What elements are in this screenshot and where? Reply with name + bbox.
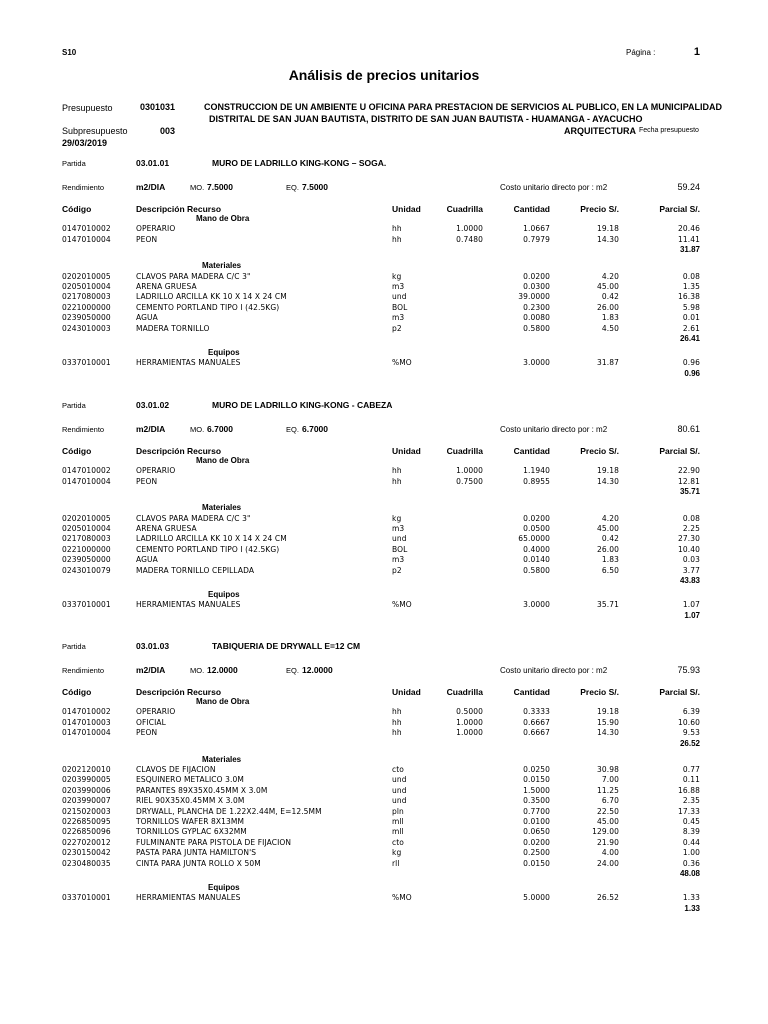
row-parcial: 5.98	[682, 302, 700, 312]
row-precio: 26.00	[597, 302, 619, 312]
row-descripcion: HERRAMIENTAS MANUALES	[136, 600, 241, 610]
subpresupuesto-name: ARQUITECTURA	[564, 126, 636, 136]
row-cantidad: 0.0080	[523, 313, 550, 323]
mo-value: 7.5000	[207, 182, 233, 192]
costo-value: 59.24	[677, 182, 700, 192]
partida-label: Partida	[62, 642, 86, 651]
row-parcial: 22.90	[678, 466, 700, 476]
row-codigo: 0337010001	[62, 600, 111, 610]
row-codigo: 0203990007	[62, 796, 111, 806]
row-descripcion: TORNILLOS GYPLAC 6X32MM	[136, 827, 247, 837]
row-codigo: 0202010005	[62, 271, 111, 281]
row-parcial: 20.46	[678, 224, 700, 234]
row-cantidad: 0.2300	[523, 302, 550, 312]
col-parcial: Parcial S/.	[659, 446, 700, 456]
col-unidad: Unidad	[392, 446, 421, 456]
row-codigo: 0243010003	[62, 323, 111, 333]
col-unidad: Unidad	[392, 687, 421, 697]
eq-value: 12.0000	[302, 665, 333, 675]
col-cantidad: Cantidad	[513, 446, 550, 456]
row-parcial: 16.88	[678, 785, 700, 795]
row-descripcion: HERRAMIENTAS MANUALES	[136, 893, 241, 903]
group-total: 26.52	[679, 738, 700, 748]
row-codigo: 0337010001	[62, 358, 111, 368]
row-cantidad: 0.0200	[523, 271, 550, 281]
partida-code: 03.01.02	[136, 400, 170, 410]
row-cantidad: 0.5800	[523, 565, 550, 575]
fecha-value: 29/03/2019	[62, 138, 108, 148]
row-unidad: rll	[392, 858, 400, 868]
row-precio: 45.00	[597, 524, 619, 533]
partida-name: MURO DE LADRILLO KING-KONG - CABEZA	[212, 400, 393, 410]
presupuesto-desc-line2: DISTRITAL DE SAN JUAN BAUTISTA, DISTRITO DE SAN JUAN BAUTISTA - HUAMANGA - AYACUCHO	[209, 114, 643, 124]
costo-label: Costo unitario directo por : m2	[500, 425, 608, 434]
mo-value: 12.0000	[207, 665, 238, 675]
row-parcial: 8.39	[682, 827, 700, 837]
row-codigo: 0147010003	[62, 717, 111, 727]
group-label: Materiales	[202, 754, 242, 764]
row-descripcion: MADERA TORNILLO CEPILLADA	[136, 565, 255, 575]
row-unidad: hh	[392, 234, 402, 244]
col-unidad: Unidad	[392, 204, 421, 214]
row-unidad: p2	[392, 323, 402, 333]
subpresupuesto-label: Subpresupuesto	[62, 126, 128, 136]
eq-value: 7.5000	[302, 182, 328, 192]
row-precio: 15.90	[597, 717, 619, 727]
row-unidad: m3	[392, 524, 405, 533]
eq-value: 6.7000	[302, 424, 328, 434]
row-parcial: 0.36	[682, 858, 700, 868]
row-precio: 4.20	[601, 271, 619, 281]
row-descripcion: CEMENTO PORTLAND TIPO I (42.5KG)	[136, 544, 280, 554]
row-descripcion: OPERARIO	[136, 707, 176, 717]
row-cantidad: 0.0300	[523, 282, 550, 291]
row-parcial: 1.00	[682, 848, 700, 858]
group-label: Mano de Obra	[196, 456, 250, 465]
col-descripcion: Descripción Recurso	[136, 446, 222, 456]
row-cantidad: 0.2500	[523, 848, 550, 858]
row-descripcion: CEMENTO PORTLAND TIPO I (42.5KG)	[136, 302, 280, 312]
page-title: Análisis de precios unitarios	[288, 67, 480, 83]
row-cantidad: 0.8955	[523, 476, 550, 486]
group-label: Equipos	[208, 348, 240, 357]
row-precio: 26.00	[597, 544, 619, 554]
subpresupuesto-code: 003	[160, 126, 176, 136]
row-precio: 19.18	[597, 707, 619, 717]
row-unidad: %MO	[392, 600, 412, 610]
partida-name: TABIQUERIA DE DRYWALL E=12 CM	[212, 641, 361, 651]
row-cantidad: 0.0150	[523, 858, 550, 868]
group-total: 48.08	[679, 869, 700, 878]
col-codigo: Código	[62, 446, 92, 456]
col-parcial: Parcial S/.	[659, 687, 700, 697]
group-total: 26.41	[679, 334, 700, 343]
row-parcial: 0.03	[682, 555, 700, 565]
group-label: Materiales	[202, 503, 242, 513]
row-codigo: 0221000000	[62, 544, 111, 554]
group-total: 31.87	[679, 245, 700, 255]
row-unidad: und	[392, 292, 407, 302]
row-codigo: 0217080003	[62, 292, 111, 302]
row-cuadrilla: 0.7480	[456, 234, 483, 244]
row-cantidad: 0.5800	[523, 323, 550, 333]
col-precio: Precio S/.	[580, 446, 619, 456]
row-parcial: 0.96	[682, 358, 700, 368]
row-descripcion: PEON	[136, 234, 158, 244]
group-label: Equipos	[208, 883, 240, 892]
row-descripcion: OPERARIO	[136, 224, 176, 234]
row-codigo: 0205010004	[62, 524, 111, 533]
row-cantidad: 0.0200	[523, 837, 550, 847]
row-cantidad: 0.3500	[523, 796, 550, 806]
row-parcial: 12.81	[678, 476, 700, 486]
row-unidad: mll	[392, 817, 404, 826]
mo-label: MO.	[190, 183, 205, 192]
row-cantidad: 0.0500	[523, 524, 550, 533]
row-descripcion: CINTA PARA JUNTA ROLLO X 50M	[136, 858, 261, 868]
row-unidad: p2	[392, 565, 402, 575]
row-descripcion: CLAVOS PARA MADERA C/C 3"	[136, 513, 251, 523]
row-codigo: 0239050000	[62, 555, 111, 565]
row-unidad: kg	[392, 513, 402, 523]
group-total: 0.96	[684, 368, 700, 378]
row-parcial: 0.44	[682, 837, 700, 847]
col-cuadrilla: Cuadrilla	[446, 204, 483, 214]
row-descripcion: OPERARIO	[136, 466, 176, 476]
row-parcial: 2.25	[682, 524, 700, 533]
partida-code: 03.01.01	[136, 158, 170, 168]
row-precio: 19.18	[597, 224, 619, 234]
row-precio: 19.18	[597, 466, 619, 476]
mo-label: MO.	[190, 425, 205, 434]
row-cantidad: 0.0250	[523, 765, 550, 774]
row-descripcion: TORNILLOS WAFER 8X13MM	[136, 817, 245, 826]
row-precio: 0.42	[601, 534, 619, 544]
row-descripcion: AGUA	[136, 555, 158, 565]
row-cantidad: 1.1940	[523, 466, 550, 476]
row-descripcion: LADRILLO ARCILLA KK 10 X 14 X 24 CM	[136, 292, 287, 302]
row-cuadrilla: 1.0000	[456, 224, 483, 234]
col-precio: Precio S/.	[580, 687, 619, 697]
row-descripcion: PEON	[136, 728, 158, 738]
rendimiento-unit: m2/DIA	[136, 665, 166, 675]
row-unidad: und	[392, 785, 407, 795]
row-precio: 14.30	[597, 728, 619, 738]
fecha-label: Fecha presupuesto	[639, 127, 699, 134]
row-codigo: 0147010004	[62, 728, 111, 738]
row-precio: 14.30	[597, 234, 619, 244]
row-unidad: cto	[392, 837, 404, 847]
row-codigo: 0337010001	[62, 893, 111, 903]
row-codigo: 0230150042	[62, 848, 111, 858]
row-cantidad: 0.6667	[523, 717, 550, 727]
group-total: 1.33	[684, 903, 700, 913]
row-parcial: 9.53	[682, 728, 700, 738]
row-codigo: 0227020012	[62, 837, 111, 847]
row-precio: 4.00	[601, 848, 619, 858]
row-precio: 1.83	[601, 313, 619, 323]
eq-label: EQ.	[286, 183, 299, 192]
row-codigo: 0226850096	[62, 827, 111, 837]
row-parcial: 11.41	[678, 234, 700, 244]
row-cantidad: 0.7700	[523, 806, 550, 816]
row-parcial: 0.11	[682, 775, 700, 785]
row-parcial: 6.39	[682, 707, 700, 717]
row-cantidad: 39.0000	[518, 292, 550, 302]
row-descripcion: PEON	[136, 476, 158, 486]
row-codigo: 0203990006	[62, 785, 111, 795]
row-codigo: 0147010004	[62, 234, 111, 244]
row-parcial: 16.38	[678, 292, 700, 302]
row-precio: 6.70	[601, 796, 619, 806]
row-descripcion: MADERA TORNILLO	[136, 323, 210, 333]
row-precio: 30.98	[597, 765, 619, 774]
row-cantidad: 3.0000	[523, 600, 550, 610]
row-precio: 11.25	[597, 785, 619, 795]
row-parcial: 0.08	[682, 271, 700, 281]
group-label: Materiales	[202, 261, 242, 271]
row-precio: 4.20	[601, 513, 619, 523]
row-unidad: und	[392, 534, 407, 544]
row-codigo: 0147010004	[62, 476, 111, 486]
row-precio: 26.52	[597, 893, 619, 903]
row-cantidad: 65.0000	[518, 534, 550, 544]
col-precio: Precio S/.	[580, 204, 619, 214]
row-descripcion: RIEL 90X35X0.45MM X 3.0M	[136, 796, 245, 806]
page-number: 1	[693, 46, 700, 58]
col-cantidad: Cantidad	[513, 204, 550, 214]
row-cantidad: 0.7979	[523, 234, 550, 244]
row-precio: 129.00	[592, 827, 619, 837]
eq-label: EQ.	[286, 666, 299, 675]
col-cuadrilla: Cuadrilla	[446, 446, 483, 456]
row-descripcion: PASTA PARA JUNTA HAMILTON'S	[136, 848, 257, 858]
system-label: S10	[62, 48, 77, 57]
costo-value: 80.61	[677, 424, 700, 434]
row-precio: 45.00	[597, 817, 619, 826]
row-precio: 14.30	[597, 476, 619, 486]
group-total: 35.71	[679, 487, 700, 497]
row-parcial: 10.40	[678, 544, 700, 554]
row-parcial: 10.60	[678, 717, 700, 727]
row-precio: 4.50	[601, 323, 619, 333]
row-precio: 22.50	[597, 806, 619, 816]
row-unidad: hh	[392, 466, 402, 476]
col-codigo: Código	[62, 204, 92, 214]
row-descripcion: ARENA GRUESA	[136, 282, 197, 291]
row-codigo: 0147010002	[62, 707, 111, 717]
row-cantidad: 0.0100	[523, 817, 550, 826]
row-codigo: 0243010079	[62, 565, 111, 575]
row-cantidad: 1.0667	[523, 224, 550, 234]
row-codigo: 0215020003	[62, 806, 111, 816]
row-unidad: hh	[392, 728, 402, 738]
row-descripcion: ARENA GRUESA	[136, 524, 197, 533]
row-cuadrilla: 0.7500	[456, 476, 483, 486]
row-codigo: 0202120010	[62, 765, 111, 774]
row-unidad: m3	[392, 313, 405, 323]
row-unidad: mll	[392, 827, 404, 837]
row-parcial: 2.35	[682, 796, 700, 806]
partida-label: Partida	[62, 159, 86, 168]
group-total: 43.83	[679, 576, 700, 585]
row-cantidad: 0.6667	[523, 728, 550, 738]
eq-label: EQ.	[286, 425, 299, 434]
row-unidad: BOL	[392, 544, 408, 554]
row-descripcion: AGUA	[136, 313, 158, 323]
row-cantidad: 3.0000	[523, 358, 550, 368]
row-precio: 24.00	[597, 858, 619, 868]
presupuesto-label: Presupuesto	[62, 103, 113, 113]
partida-label: Partida	[62, 401, 86, 410]
row-cantidad: 5.0000	[523, 893, 550, 903]
row-parcial: 0.08	[682, 513, 700, 523]
row-precio: 0.42	[601, 292, 619, 302]
row-unidad: und	[392, 775, 407, 785]
row-precio: 45.00	[597, 282, 619, 291]
row-descripcion: ESQUINERO METALICO 3.0M	[136, 775, 244, 785]
row-precio: 31.87	[597, 358, 619, 368]
mo-value: 6.7000	[207, 424, 233, 434]
row-unidad: BOL	[392, 302, 408, 312]
row-parcial: 17.33	[678, 806, 700, 816]
row-cantidad: 0.0200	[523, 513, 550, 523]
row-cuadrilla: 1.0000	[456, 728, 483, 738]
rendimiento-label: Rendimiento	[62, 425, 105, 434]
col-cuadrilla: Cuadrilla	[446, 687, 483, 697]
rendimiento-unit: m2/DIA	[136, 182, 166, 192]
row-precio: 35.71	[597, 600, 619, 610]
row-unidad: %MO	[392, 893, 412, 903]
row-parcial: 2.61	[682, 323, 700, 333]
row-precio: 7.00	[601, 775, 619, 785]
col-cantidad: Cantidad	[513, 687, 550, 697]
row-cuadrilla: 1.0000	[456, 717, 483, 727]
row-codigo: 0203990005	[62, 775, 111, 785]
row-codigo: 0230480035	[62, 858, 111, 868]
row-precio: 1.83	[601, 555, 619, 565]
row-cuadrilla: 0.5000	[456, 707, 483, 717]
row-unidad: kg	[392, 271, 402, 281]
row-parcial: 27.30	[678, 534, 700, 544]
rendimiento-unit: m2/DIA	[136, 424, 166, 434]
row-codigo: 0217080003	[62, 534, 111, 544]
row-unidad: kg	[392, 848, 402, 858]
row-precio: 21.90	[597, 837, 619, 847]
row-cuadrilla: 1.0000	[456, 466, 483, 476]
group-label: Equipos	[208, 590, 240, 599]
row-codigo: 0147010002	[62, 224, 111, 234]
row-parcial: 1.33	[682, 893, 700, 903]
row-cantidad: 0.4000	[523, 544, 550, 554]
row-parcial: 0.01	[682, 313, 700, 323]
rendimiento-label: Rendimiento	[62, 183, 105, 192]
row-unidad: m3	[392, 282, 405, 291]
col-descripcion: Descripción Recurso	[136, 687, 222, 697]
row-unidad: hh	[392, 707, 402, 717]
rendimiento-label: Rendimiento	[62, 666, 105, 675]
row-cantidad: 0.3333	[523, 707, 550, 717]
row-parcial: 1.07	[682, 600, 700, 610]
row-descripcion: CLAVOS PARA MADERA C/C 3"	[136, 271, 251, 281]
row-unidad: m3	[392, 555, 405, 565]
row-descripcion: OFICIAL	[136, 717, 166, 727]
group-total: 1.07	[684, 610, 700, 620]
row-descripcion: LADRILLO ARCILLA KK 10 X 14 X 24 CM	[136, 534, 287, 544]
row-codigo: 0226850095	[62, 817, 111, 826]
row-unidad: pln	[392, 806, 404, 816]
row-codigo: 0239050000	[62, 313, 111, 323]
presupuesto-code: 0301031	[140, 102, 176, 112]
row-descripcion: CLAVOS DE FIJACION	[136, 765, 216, 774]
row-descripcion: PARANTES 89X35X0.45MM X 3.0M	[136, 785, 268, 795]
row-unidad: %MO	[392, 358, 412, 368]
row-cantidad: 0.0140	[523, 555, 550, 565]
mo-label: MO.	[190, 666, 205, 675]
row-unidad: cto	[392, 765, 404, 774]
group-label: Mano de Obra	[196, 214, 250, 223]
col-parcial: Parcial S/.	[659, 204, 700, 214]
partida-code: 03.01.03	[136, 641, 170, 651]
row-unidad: hh	[392, 476, 402, 486]
row-cantidad: 1.5000	[523, 785, 550, 795]
page-label: Página :	[626, 48, 656, 57]
presupuesto-desc-line1: CONSTRUCCION DE UN AMBIENTE U OFICINA PARA PRESTACION DE SERVICIOS AL PUBLICO, EN LA MUNICIPALIDAD	[204, 102, 723, 112]
col-descripcion: Descripción Recurso	[136, 204, 222, 214]
col-codigo: Código	[62, 687, 92, 697]
row-parcial: 0.77	[682, 765, 700, 774]
row-unidad: hh	[392, 224, 402, 234]
costo-label: Costo unitario directo por : m2	[500, 666, 608, 675]
partida-name: MURO DE LADRILLO KING-KONG – SOGA.	[212, 158, 387, 168]
costo-label: Costo unitario directo por : m2	[500, 183, 608, 192]
row-parcial: 3.77	[682, 565, 700, 575]
row-parcial: 1.35	[682, 282, 700, 291]
row-precio: 6.50	[601, 565, 619, 575]
row-descripcion: FULMINANTE PARA PISTOLA DE FIJACION	[136, 837, 292, 847]
row-codigo: 0205010004	[62, 282, 111, 291]
row-unidad: und	[392, 796, 407, 806]
row-unidad: hh	[392, 717, 402, 727]
row-parcial: 0.45	[682, 817, 700, 826]
row-cantidad: 0.0150	[523, 775, 550, 785]
group-label: Mano de Obra	[196, 697, 250, 706]
row-codigo: 0147010002	[62, 466, 111, 476]
row-cantidad: 0.0650	[523, 827, 550, 837]
row-codigo: 0202010005	[62, 513, 111, 523]
row-descripcion: DRYWALL, PLANCHA DE 1.22X2.44M, E=12.5MM	[136, 806, 322, 816]
row-descripcion: HERRAMIENTAS MANUALES	[136, 358, 241, 368]
row-codigo: 0221000000	[62, 302, 111, 312]
costo-value: 75.93	[677, 665, 700, 675]
